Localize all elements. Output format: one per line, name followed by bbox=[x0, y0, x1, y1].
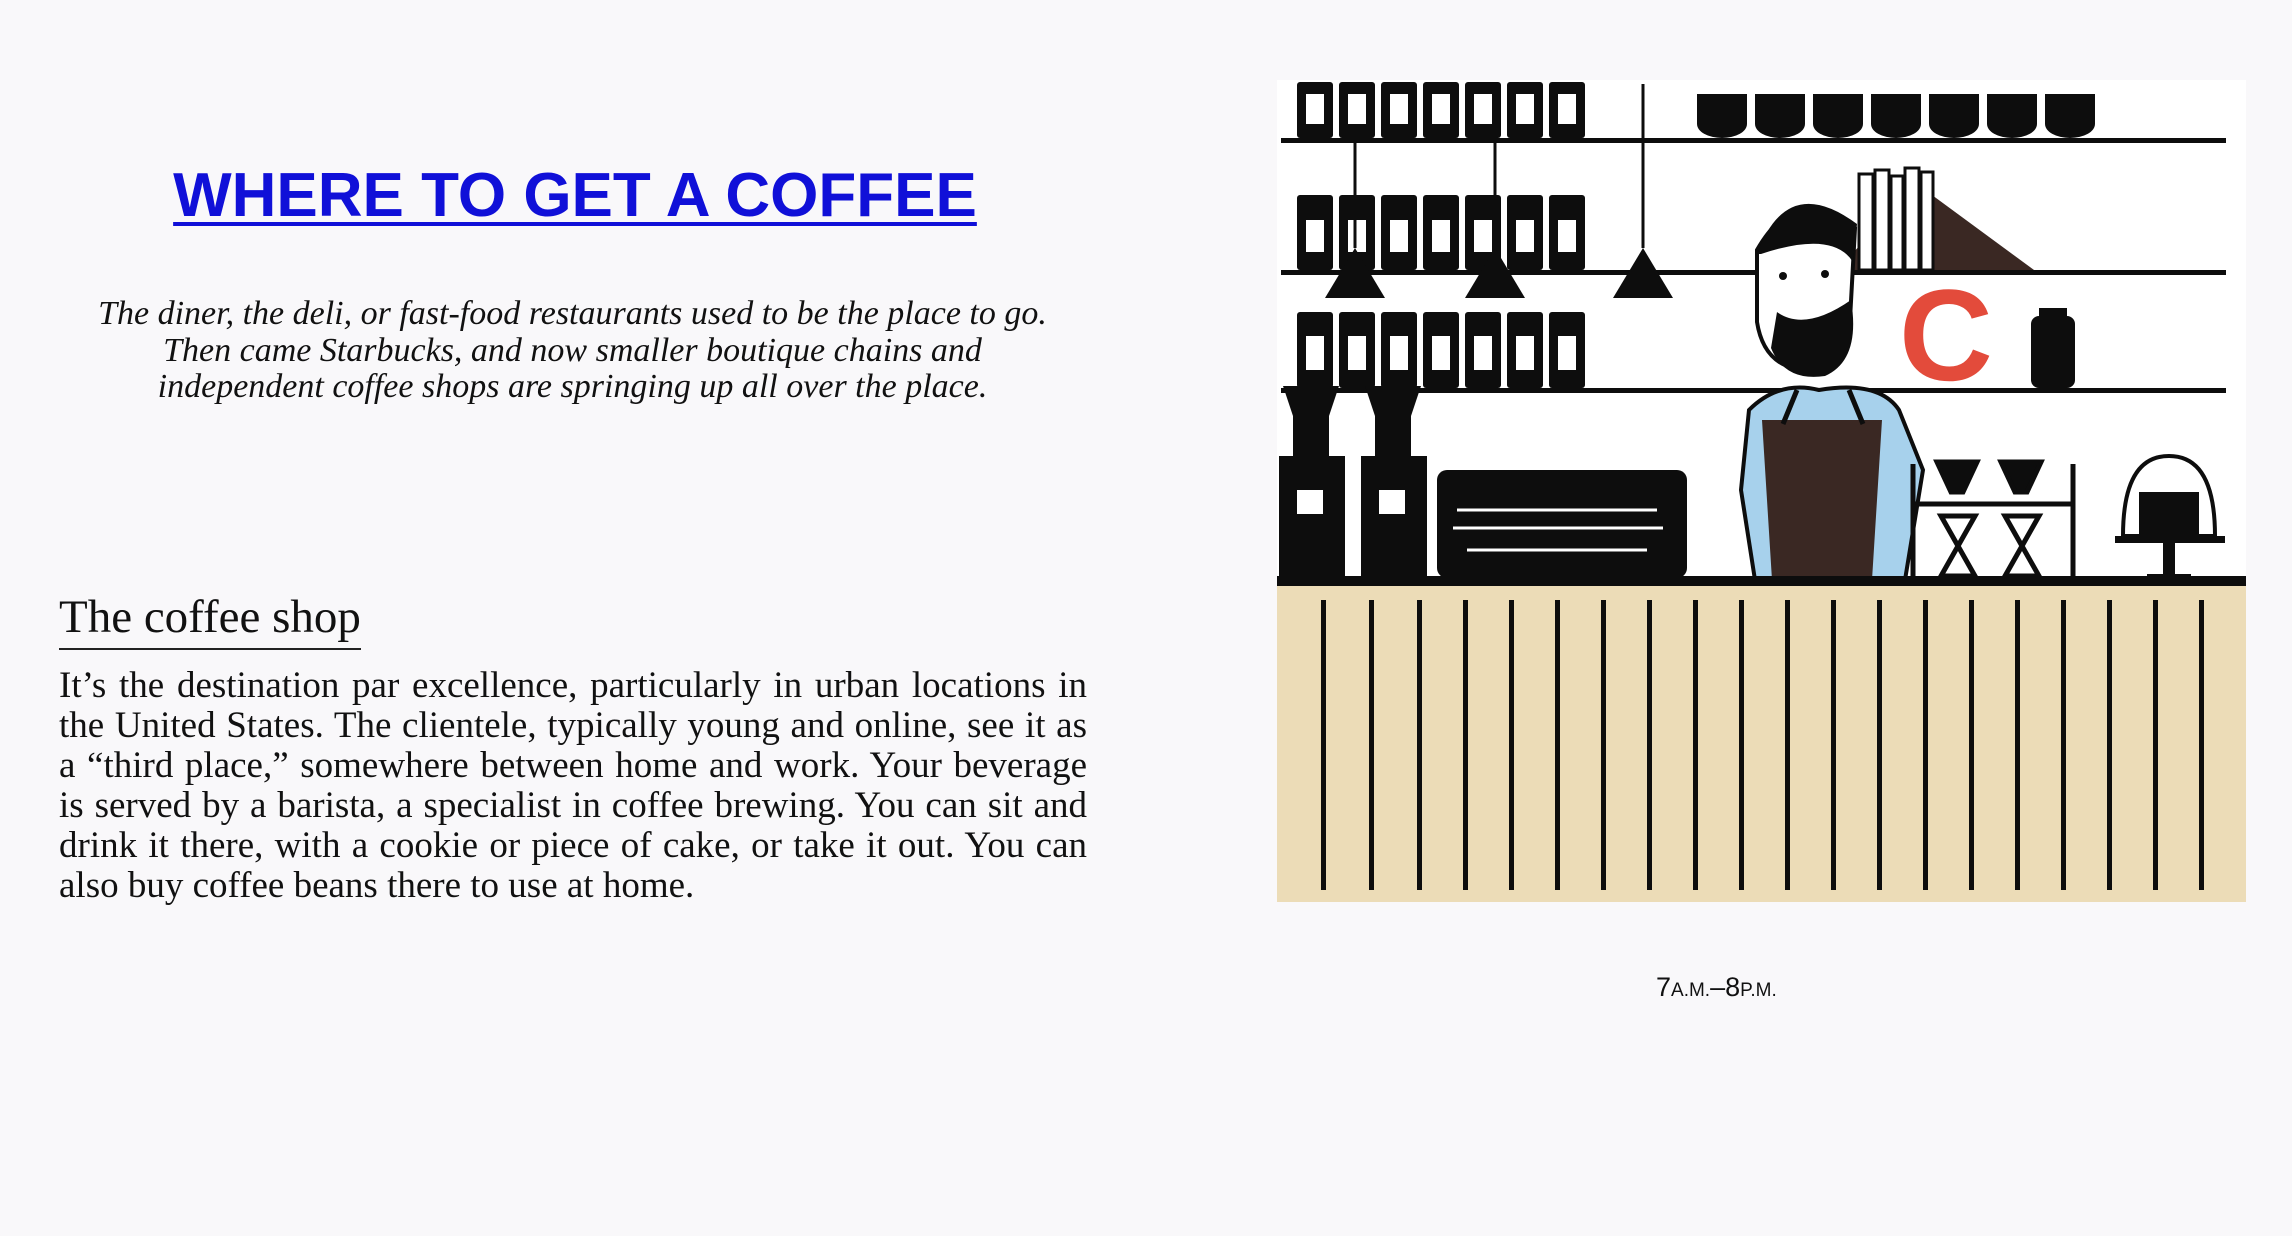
intro-line-1: The diner, the deli, or fast-food restaurants used to be the place to go. bbox=[98, 295, 1047, 332]
opening-hours bbox=[1656, 970, 1777, 1008]
open-suffix: A.M. bbox=[1671, 980, 1711, 1001]
intro-line-2: Then came Starbucks, and now smaller boutique chains and independent coffee shops are springing up all over the place. bbox=[157, 331, 988, 405]
counter-top bbox=[1277, 576, 2246, 586]
coffee-shop-illustration bbox=[1277, 80, 2246, 902]
page-title[interactable]: WHERE TO GET A COFFEE bbox=[173, 161, 977, 230]
intro-text bbox=[90, 296, 1055, 406]
shop-sign-letter: C bbox=[1899, 262, 1993, 408]
close-suffix: P.M. bbox=[1740, 980, 1777, 1001]
close-hour: 8 bbox=[1725, 972, 1741, 1002]
open-hour: 7 bbox=[1656, 972, 1672, 1002]
espresso-machine bbox=[1437, 470, 1687, 578]
section-heading: The coffee shop bbox=[59, 588, 361, 650]
counter-front bbox=[1277, 586, 2246, 902]
hours-separator: – bbox=[1710, 972, 1726, 1002]
section-body: It’s the destination par excellence, particularly in urban locations in the United States. The clientele, typically young and online, see it as a “third place,” somewhere between home and work. Your beverage is served by a barista, a specialist in coffee brewing. You can sit and drink it there, with a cookie or piece of cake, or take it out. You can also buy coffee beans there to use at home. bbox=[59, 665, 1087, 906]
bottle bbox=[2031, 308, 2075, 388]
